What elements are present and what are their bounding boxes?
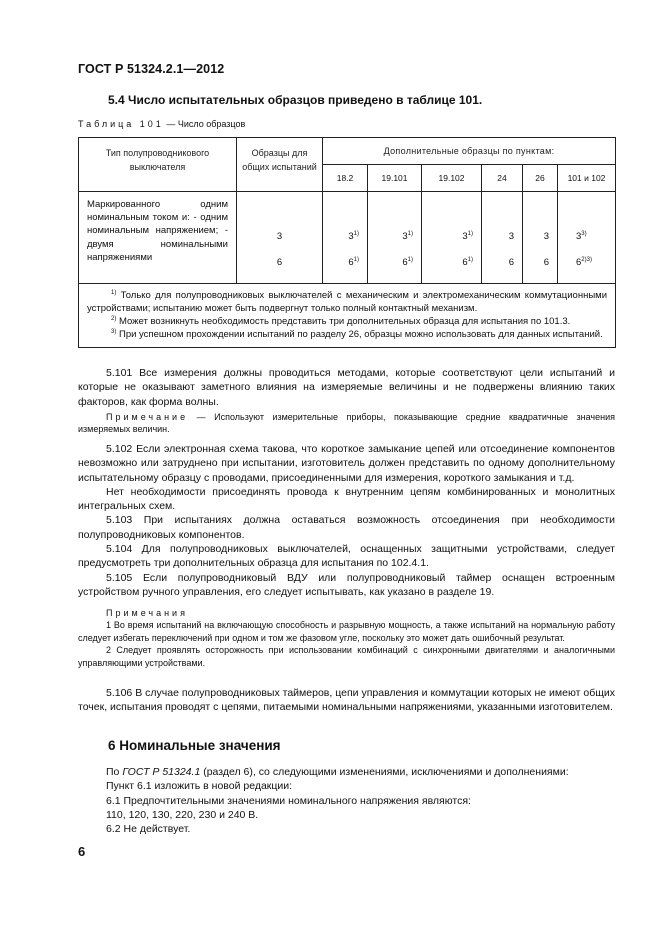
paragraph-5-106 xyxy=(78,686,615,715)
cell-value: 6 xyxy=(543,257,549,269)
note-text: — Используют измерительные приборы, показывающие средние квадратичные значения измеряемых величин. xyxy=(78,412,615,435)
footnote-mark: 1) xyxy=(111,289,117,296)
paragraph-5-103: 5.103 При испытаниях должна оставаться возможность отсоединения при необходимости полупроводниковых компонентов. xyxy=(78,514,615,541)
note-5-101 xyxy=(78,411,615,436)
cell-value: 6 xyxy=(462,257,468,269)
page-number: 6 xyxy=(78,844,86,859)
footnote-ref: 1) xyxy=(467,231,473,237)
col-header-additional-samples: Дополнительные образцы по пунктам: xyxy=(323,138,616,165)
section-6-body xyxy=(78,765,615,836)
table-caption-text: — Число образцов xyxy=(166,119,246,129)
paragraph-5-102: 5.102 Если электронная схема такова, что короткое замыкание цепей или отсоединение компонентов невозможно или затруднено при испытании, изготовитель должен представить по одному дополнительному испытательному образцу с проводами, присоединенными для измерения, короткого замыкания и т.д. xyxy=(78,443,615,484)
footnote-text: При успешном прохождении испытаний по разделу 26, образцы можно использовать для данных испытаний. xyxy=(118,329,603,341)
footnote-ref: 1) xyxy=(467,257,473,264)
table-caption xyxy=(78,119,245,129)
footnote-ref: 1) xyxy=(407,257,413,264)
cell-101-102 xyxy=(558,192,616,284)
paragraph-5-102-b: Нет необходимости присоединять провода к внутренним цепям комбинированных и монолитных интегральных схем. xyxy=(78,485,615,513)
table-caption-label: Таблица 101 xyxy=(78,119,164,129)
col-header-switch-type: Тип полупроводникового выключателя xyxy=(79,138,237,192)
footnote-ref: 2)3) xyxy=(581,257,592,264)
section-6-line-1 xyxy=(78,765,615,779)
footnote-2 xyxy=(87,315,607,328)
samples-table xyxy=(78,137,616,348)
cell-18-2 xyxy=(323,192,368,284)
subheader-clause: 24 xyxy=(482,165,523,192)
value-one-voltage: 3 xyxy=(276,231,283,242)
cell-19-101 xyxy=(368,192,422,284)
cell-value: 6 xyxy=(348,257,354,269)
paragraph-5-101 xyxy=(78,366,615,409)
general-samples-cell xyxy=(237,192,323,284)
footnote-ref: 1) xyxy=(353,257,359,264)
footnote-1 xyxy=(87,289,607,315)
cell-value: 3 xyxy=(576,231,582,242)
cell-24 xyxy=(482,192,523,284)
subheader-clause: 101 и 102 xyxy=(558,165,616,192)
footnote-ref: 1) xyxy=(353,231,359,237)
section-6-line-4: 110, 120, 130, 220, 230 и 240 В. xyxy=(106,808,259,821)
section-5-4-heading: 5.4 Число испытательных образцов приведено в таблице 101. xyxy=(108,93,483,107)
cell-value: 6 xyxy=(402,257,408,269)
cell-19-102 xyxy=(422,192,482,284)
cell-value: 3 xyxy=(402,231,408,242)
paragraph-text: 5.106 В случае полупроводниковых таймеров, цепи управления и коммутации которых не имеют общих точек, испытания проводят с цепями, питаемыми номинальными напряжениями, указанными изготовителем. xyxy=(78,687,615,714)
section-6-heading: 6 Номинальные значения xyxy=(108,738,281,753)
footnote-3 xyxy=(87,328,607,341)
section-6-line-2: Пункт 6.1 изложить в новой редакции: xyxy=(106,780,293,793)
footnote-text: Только для полупроводниковых выключателей с механическим и электромеханическим коммутационными устройствами; испытанию может быть подвергнут только полный контактный механизм. xyxy=(87,289,607,314)
text: (раздел 6), со следующими изменениями, исключениями и дополнениями: xyxy=(200,766,569,778)
footnote-ref: 1) xyxy=(407,231,413,237)
cell-value: 3 xyxy=(462,231,468,242)
value-two-voltages: 6 xyxy=(276,257,283,269)
notes-label: Примечания xyxy=(106,608,188,618)
cell-value: 3 xyxy=(543,231,549,242)
subheader-clause: 26 xyxy=(523,165,558,192)
footnote-text: Может возникнуть необходимость представить три дополнительных образца для испытания по 101.3. xyxy=(118,316,571,328)
footnote-ref: 3) xyxy=(581,231,587,237)
section-6-line-3: 6.1 Предпочтительными значениями номинального напряжения являются: xyxy=(106,794,471,807)
paragraph-text: 5.101 Все измерения должны проводиться методами, которые соответствуют цели испытаний и которые не оказывают заметного влияния на измеряемые величины и не подвержены влиянию таких факторов, как форма волны. xyxy=(78,367,615,408)
cell-value: 6 xyxy=(576,257,582,269)
cell-26 xyxy=(523,192,558,284)
note-2: 2 Следует проявлять осторожность при использовании комбинаций с синхронными двигателями и аналогичными управляющими устройствами. xyxy=(78,645,615,668)
subheader-clause: 19.102 xyxy=(422,165,482,192)
cell-value: 3 xyxy=(348,231,354,242)
cell-value: 3 xyxy=(508,231,514,242)
subheader-clause: 19.101 xyxy=(368,165,422,192)
table-footnotes xyxy=(79,283,616,347)
document-header: ГОСТ Р 51324.2.1—2012 xyxy=(78,62,225,76)
note-label: Примечание xyxy=(106,412,189,422)
row-description: Маркированного одним номинальным током и: - одним номинальным напряжением; - двумя номинальными напряжениями xyxy=(79,192,237,284)
cell-value: 6 xyxy=(508,257,514,269)
paragraphs-5-102-to-5-105 xyxy=(78,442,615,599)
text: По xyxy=(106,766,123,778)
paragraph-5-104: 5.104 Для полупроводниковых выключателей, оснащенных защитными устройствами, следует предусмотреть три дополнительных образца для испытания по 102.4.1. xyxy=(78,543,615,570)
footnote-mark: 3) xyxy=(111,329,117,336)
note-1: 1 Во время испытаний на включающую способность и разрывную мощность, а также испытаний на нормальную работу следует избегать переключений при одном и том же фазовом угле, поскольку это может дать ошибочный результат. xyxy=(78,620,615,643)
col-header-general-samples: Образцы для общих испытаний xyxy=(237,138,323,192)
section-6-line-5: 6.2 Не действует. xyxy=(106,823,191,836)
standard-reference: ГОСТ Р 51324.1 xyxy=(122,766,201,778)
notes-5-105 xyxy=(78,607,615,669)
subheader-clause: 18.2 xyxy=(323,165,368,192)
paragraph-5-105: 5.105 Если полупроводниковый ВДУ или полупроводниковый таймер оснащен встроенным устройством ручного управления, его следует испытывать, как указано в разделе 19. xyxy=(78,571,615,598)
footnote-mark: 2) xyxy=(111,316,117,323)
